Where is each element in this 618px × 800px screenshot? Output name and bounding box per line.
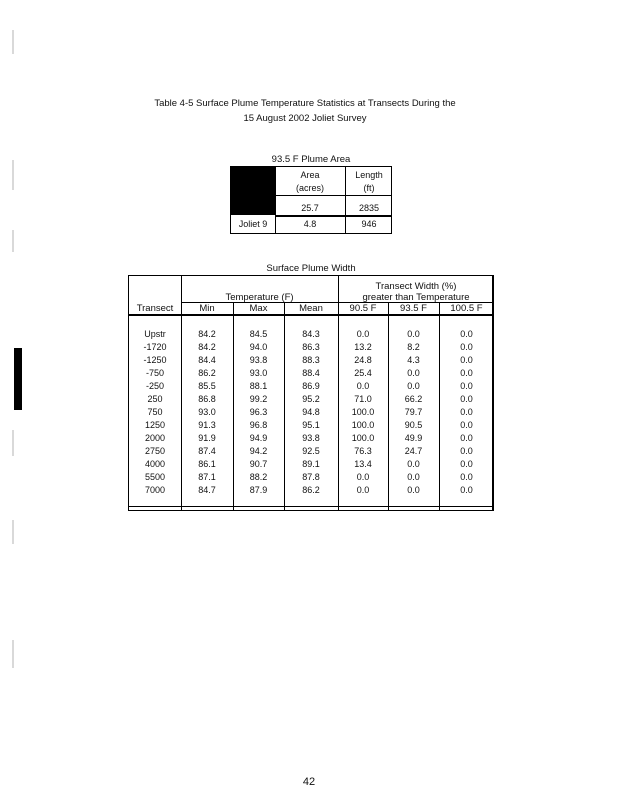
w935-cell: 79.7	[404, 407, 423, 417]
w935-cell: 49.9	[404, 433, 423, 443]
length-value: 946	[361, 219, 377, 229]
min-cell: 86.1	[198, 459, 216, 469]
width-group-header-2: greater than Temperature	[362, 292, 470, 303]
mean-cell: 92.5	[302, 446, 320, 456]
w1005-cell: 0.0	[460, 446, 473, 456]
w1005-cell: 0.0	[460, 433, 473, 443]
table-row	[129, 407, 495, 420]
max-cell: 88.2	[249, 472, 268, 482]
table-caption	[100, 96, 510, 126]
transect-cell: -1720	[143, 342, 167, 352]
w905-cell: 76.3	[354, 446, 372, 456]
mean-cell: 84.3	[302, 329, 320, 339]
table-rule	[275, 195, 391, 196]
transect-cell: 5500	[144, 472, 166, 482]
transect-cell: Upstr	[144, 329, 166, 339]
mean-cell: 94.8	[302, 407, 320, 417]
table-rule	[275, 215, 391, 217]
mean-cell: 89.1	[302, 459, 320, 469]
w1005-cell: 0.0	[460, 368, 473, 378]
min-cell: 87.4	[198, 446, 216, 456]
min-cell: 85.5	[198, 381, 216, 391]
t935-header: 93.5 F	[400, 303, 427, 314]
min-cell: 84.2	[198, 329, 216, 339]
w905-cell: 100.0	[351, 420, 375, 430]
w935-cell: 0.0	[407, 485, 420, 495]
w935-cell: 0.0	[407, 368, 420, 378]
w935-cell: 0.0	[407, 381, 420, 391]
min-cell: 84.4	[198, 355, 216, 365]
table-rule	[129, 314, 492, 316]
max-cell: 96.3	[249, 407, 268, 417]
transect-cell: 750	[147, 407, 163, 417]
max-cell: 94.2	[249, 446, 268, 456]
w1005-cell: 0.0	[460, 355, 473, 365]
max-header: Max	[249, 303, 268, 314]
max-cell: 99.2	[249, 394, 268, 404]
redacted-block	[231, 167, 275, 215]
w1005-cell: 0.0	[460, 472, 473, 482]
margin-mark	[12, 430, 14, 456]
mean-cell: 93.8	[302, 433, 320, 443]
transect-cell: 2750	[144, 446, 166, 456]
w935-cell: 8.2	[407, 342, 420, 352]
min-cell: 86.8	[198, 394, 216, 404]
w1005-cell: 0.0	[460, 485, 473, 495]
max-cell: 84.5	[249, 329, 268, 339]
t905-header: 90.5 F	[349, 303, 377, 314]
mean-cell: 86.2	[302, 485, 320, 495]
area-value: 4.8	[303, 219, 317, 229]
transect-cell: 250	[147, 394, 163, 404]
area-header: Area	[300, 170, 320, 180]
length-header: Length	[355, 170, 383, 180]
max-cell: 94.0	[249, 342, 268, 352]
min-cell: 84.2	[198, 342, 216, 352]
revision-change-bar	[14, 348, 22, 410]
table-row	[129, 329, 495, 342]
min-cell: 91.9	[198, 433, 216, 443]
table-row	[129, 472, 495, 485]
margin-mark	[12, 160, 14, 190]
transect-cell: -250	[145, 381, 164, 391]
margin-mark	[12, 30, 14, 54]
area-unit: (acres)	[295, 183, 324, 193]
plume-area-title: 93.5 F Plume Area	[271, 154, 351, 165]
w905-cell: 0.0	[356, 381, 370, 391]
margin-mark	[12, 520, 14, 544]
table-row	[129, 368, 495, 381]
min-cell: 93.0	[198, 407, 216, 417]
w1005-cell: 0.0	[460, 342, 473, 352]
transect-cell: 2000	[144, 433, 166, 443]
table-row	[129, 459, 495, 472]
table-row	[129, 342, 495, 355]
min-cell: 86.2	[198, 368, 216, 378]
w935-cell: 0.0	[407, 329, 420, 339]
transect-cell: 4000	[144, 459, 166, 469]
w905-cell: 0.0	[356, 329, 370, 339]
mean-cell: 88.3	[302, 355, 320, 365]
max-cell: 96.8	[249, 420, 268, 430]
max-cell: 88.1	[249, 381, 268, 391]
area-value: 25.7	[301, 203, 319, 213]
table-row	[129, 355, 495, 368]
w1005-cell: 0.0	[460, 329, 473, 339]
margin-mark	[12, 230, 14, 252]
transect-cell: -1250	[143, 355, 167, 365]
plume-area-table	[230, 166, 392, 234]
table-row	[129, 381, 495, 394]
length-value: 2835	[358, 203, 380, 213]
w905-cell: 100.0	[351, 407, 375, 417]
caption-line-2: 15 August 2002 Joliet Survey	[243, 113, 367, 124]
w905-cell: 25.4	[354, 368, 372, 378]
w1005-cell: 0.0	[460, 420, 473, 430]
w935-cell: 4.3	[407, 355, 420, 365]
w1005-cell: 0.0	[460, 381, 473, 391]
caption-line-1: Table 4-5 Surface Plume Temperature Statistics at Transects During the	[154, 98, 456, 109]
w1005-cell: 0.0	[460, 394, 473, 404]
min-cell: 84.7	[198, 485, 216, 495]
w905-cell: 71.0	[354, 394, 372, 404]
w935-cell: 24.7	[404, 446, 423, 456]
length-unit: (ft)	[363, 183, 375, 193]
table-row	[129, 485, 495, 498]
min-cell: 87.1	[198, 472, 216, 482]
w905-cell: 13.2	[354, 342, 372, 352]
t1005-header: 100.5 F	[450, 303, 483, 314]
page-number: 42	[302, 776, 316, 788]
w905-cell: 0.0	[356, 485, 370, 495]
mean-cell: 86.3	[302, 342, 320, 352]
table-row	[129, 433, 495, 446]
w905-cell: 100.0	[351, 433, 375, 443]
w935-cell: 0.0	[407, 459, 420, 469]
w935-cell: 90.5	[404, 420, 423, 430]
transect-cell: 1250	[144, 420, 166, 430]
max-cell: 94.9	[249, 433, 268, 443]
mean-cell: 87.8	[302, 472, 320, 482]
w905-cell: 24.8	[354, 355, 372, 365]
w1005-cell: 0.0	[460, 407, 473, 417]
mean-cell: 86.9	[302, 381, 320, 391]
table-row	[129, 446, 495, 459]
w935-cell: 0.0	[407, 472, 420, 482]
mean-header: Mean	[299, 303, 323, 314]
max-cell: 87.9	[249, 485, 268, 495]
min-cell: 91.3	[198, 420, 216, 430]
plume-width-table	[128, 275, 494, 511]
w1005-cell: 0.0	[460, 459, 473, 469]
width-group-header-1: Transect Width (%)	[375, 281, 457, 292]
table-row	[129, 394, 495, 407]
table-rule	[129, 506, 492, 507]
max-cell: 93.8	[249, 355, 268, 365]
mean-cell: 88.4	[302, 368, 320, 378]
w905-cell: 13.4	[354, 459, 372, 469]
transect-cell: -750	[145, 368, 164, 378]
w905-cell: 0.0	[356, 472, 370, 482]
max-cell: 93.0	[249, 368, 268, 378]
transect-header: Transect	[136, 303, 174, 314]
transect-cell: 7000	[144, 485, 166, 495]
table-row	[129, 420, 495, 433]
mean-cell: 95.1	[302, 420, 320, 430]
plume-width-title: Surface Plume Width	[266, 263, 356, 274]
temperature-group-header: Temperature (F)	[225, 292, 294, 303]
w935-cell: 66.2	[404, 394, 423, 404]
row-label: Joliet 9	[238, 219, 268, 229]
max-cell: 90.7	[249, 459, 268, 469]
mean-cell: 95.2	[302, 394, 320, 404]
margin-mark	[12, 640, 14, 668]
min-header: Min	[199, 303, 215, 314]
